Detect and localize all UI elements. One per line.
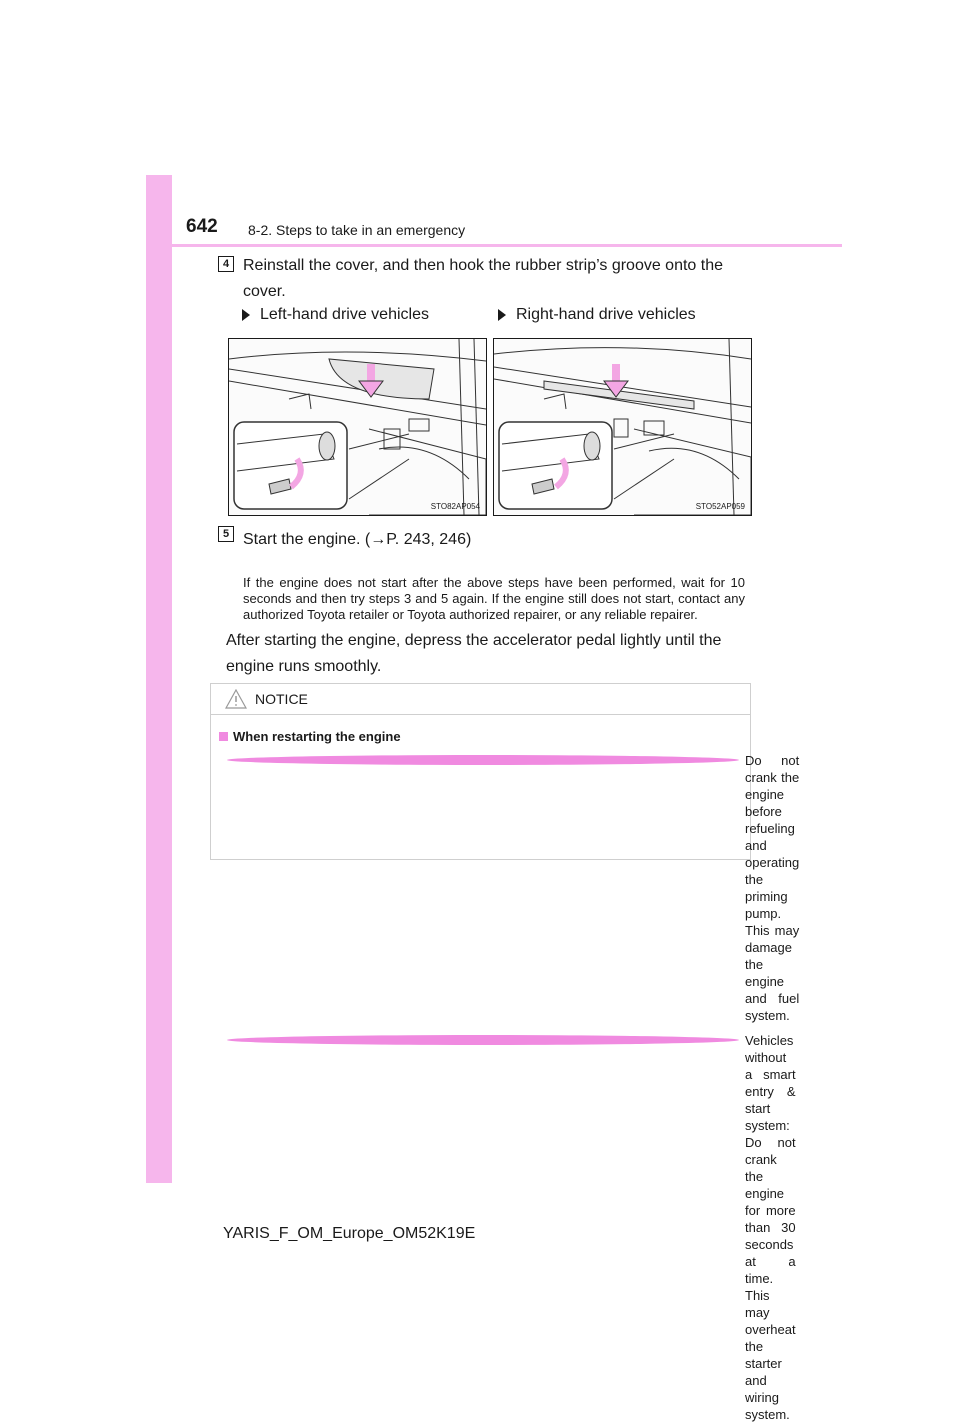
notice-title: When restarting the engine xyxy=(219,729,742,744)
header-rule xyxy=(172,244,842,247)
triangle-bullet-icon xyxy=(498,309,506,321)
step-5-text: Start the engine. (→P. 243, 246) xyxy=(243,531,472,548)
engine-bay-drawing-icon xyxy=(229,339,486,515)
circle-bullet-icon xyxy=(227,755,739,765)
notice-label: NOTICE xyxy=(255,691,308,707)
notice-item: Vehicles without a smart entry & start system: Do not crank the engine for more than 30 seconds at a time. This may overheat the starter and wiring system. xyxy=(219,1032,742,1423)
left-hand-label: Left-hand drive vehicles xyxy=(242,306,429,324)
section-title: 8-2. Steps to take in an emergency xyxy=(248,222,466,238)
side-tab-band xyxy=(146,175,172,1183)
triangle-bullet-icon xyxy=(242,309,250,321)
figure-code-right: STO52AP059 xyxy=(695,502,745,511)
footer-doc-id: YARIS_F_OM_Europe_OM52K19E xyxy=(223,1225,476,1242)
step-number-4: 4 xyxy=(218,256,234,272)
engine-bay-drawing-icon xyxy=(494,339,751,515)
step-number-5: 5 xyxy=(218,526,234,542)
square-bullet-icon xyxy=(219,732,228,741)
figure-code-left: STO82AP054 xyxy=(430,502,480,511)
notice-header xyxy=(211,684,750,715)
page-number: 642 xyxy=(186,216,218,237)
step-5-note: If the engine does not start after the above steps have been performed, wait for 10 seconds and then try steps 3 and 5 again. If the engine still does not start, contact any authorized Toyota retailer or Toyota authorized repairer, or any reliable repairer. xyxy=(243,575,745,622)
warning-triangle-icon xyxy=(225,689,247,709)
after-start-text: After starting the engine, depress the accelerator pedal lightly until the engine runs smoothly. xyxy=(226,632,722,675)
step-4-text: Reinstall the cover, and then hook the rubber strip’s groove onto the cover. xyxy=(243,257,724,300)
illustration-left-hand-drive xyxy=(228,338,487,516)
notice-item: Do not crank the engine before refueling and operating the priming pump. This may damage the engine and fuel system. xyxy=(219,752,742,1024)
illustration-right-hand-drive xyxy=(493,338,752,516)
right-hand-label: Right-hand drive vehicles xyxy=(498,306,696,324)
circle-bullet-icon xyxy=(227,1035,739,1045)
